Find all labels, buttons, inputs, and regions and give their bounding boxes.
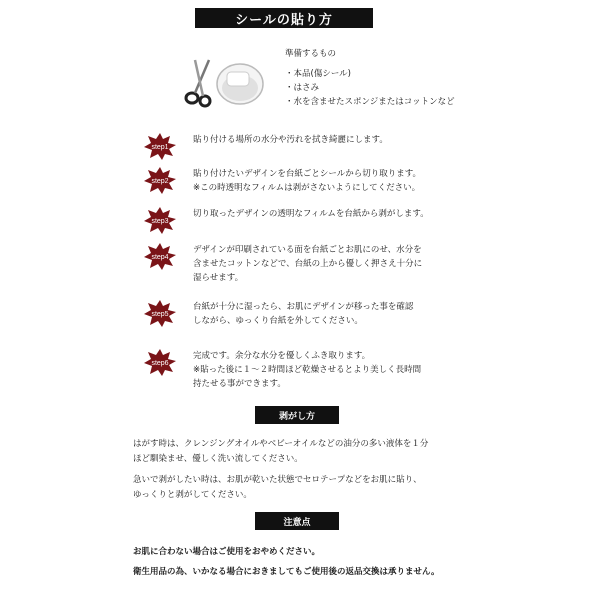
step-badge-label: step5 — [151, 311, 169, 318]
removal-line: ゆっくりと剥がしてください。 — [133, 490, 252, 500]
step-line: 切り取ったデザインの透明なフィルムを台紙から剥がします。 — [193, 209, 429, 219]
removal-heading: 剥がし方 — [255, 406, 339, 424]
preparation-item: ・水を含ませたスポンジまたはコットンなど — [285, 97, 455, 107]
step-line: ※この時透明なフィルムは剥がさないようにしてください。 — [193, 183, 421, 193]
caution-line: お肌に合わない場合はご使用をおやめください。 — [133, 547, 321, 557]
removal-paragraph-1 — [133, 437, 428, 467]
step-badge-icon — [143, 298, 177, 328]
step-badge-icon — [143, 205, 177, 235]
removal-line: 急いで剥がしたい時は、お肌が乾いた状態でセロテープなどをお肌に貼り、 — [133, 475, 422, 485]
preparation-list — [285, 47, 455, 109]
step-line: 台紙が十分に湿ったら、お肌にデザインが移った事を確認 — [193, 302, 414, 312]
step-line: しながら、ゆっくり台紙を外してください。 — [193, 316, 363, 326]
step-text — [193, 133, 388, 147]
step-text — [193, 207, 429, 221]
step-line: ※貼った後に１～２時間ほど乾燥させるとより美しく長時間 — [193, 365, 422, 375]
step-badge-icon — [143, 347, 177, 377]
preparation-item: ・はさみ — [285, 83, 320, 93]
caution-list — [133, 542, 440, 582]
step-line: デザインが印刷されている面を台紙ごとお肌にのせ、水分を — [193, 245, 422, 255]
step-badge-label: step3 — [151, 218, 169, 225]
preparation-item: ・本品(傷シール) — [285, 69, 351, 79]
step-badge-icon — [143, 131, 177, 161]
step-line: 湿らせます。 — [193, 273, 244, 283]
page-title: シールの貼り方 — [195, 8, 373, 28]
caution-line: 衛生用品の為、いかなる場合におきましてもご使用後の返品交換は承りません。 — [133, 567, 440, 577]
removal-line: ほど馴染ませ、優しく洗い流してください。 — [133, 454, 303, 464]
removal-paragraph-2 — [133, 473, 422, 503]
step-text — [193, 300, 413, 328]
step-line: 持たせる事ができます。 — [193, 379, 286, 389]
preparation-heading: 準備するもの — [285, 49, 337, 59]
step-text — [193, 167, 421, 195]
step-badge-label: step1 — [151, 144, 169, 151]
bowl-with-sponge-icon — [217, 64, 263, 104]
removal-line: はがす時は、クレンジングオイルやベビーオイルなどの油分の多い液体を１分 — [133, 439, 429, 449]
tools-illustration — [183, 58, 271, 108]
step-badge-label: step2 — [151, 178, 169, 185]
step-line: 完成です。余分な水分を優しくふき取ります。 — [193, 351, 371, 361]
step-badge-icon — [143, 165, 177, 195]
step-line: 含ませたコットンなどで、台紙の上から優しく押さえ十分に — [193, 259, 423, 269]
step-text — [193, 349, 421, 391]
step-badge-label: step4 — [151, 254, 169, 261]
step-badge-icon — [143, 241, 177, 271]
caution-heading: 注意点 — [255, 512, 339, 530]
step-text — [193, 243, 422, 285]
scissors-icon — [186, 60, 210, 106]
step-line: 貼り付けたいデザインを台紙ごとシールから切り取ります。 — [193, 169, 422, 179]
step-line: 貼り付ける場所の水分や汚れを拭き綺麗にします。 — [193, 135, 388, 145]
step-badge-label: step6 — [151, 360, 169, 367]
